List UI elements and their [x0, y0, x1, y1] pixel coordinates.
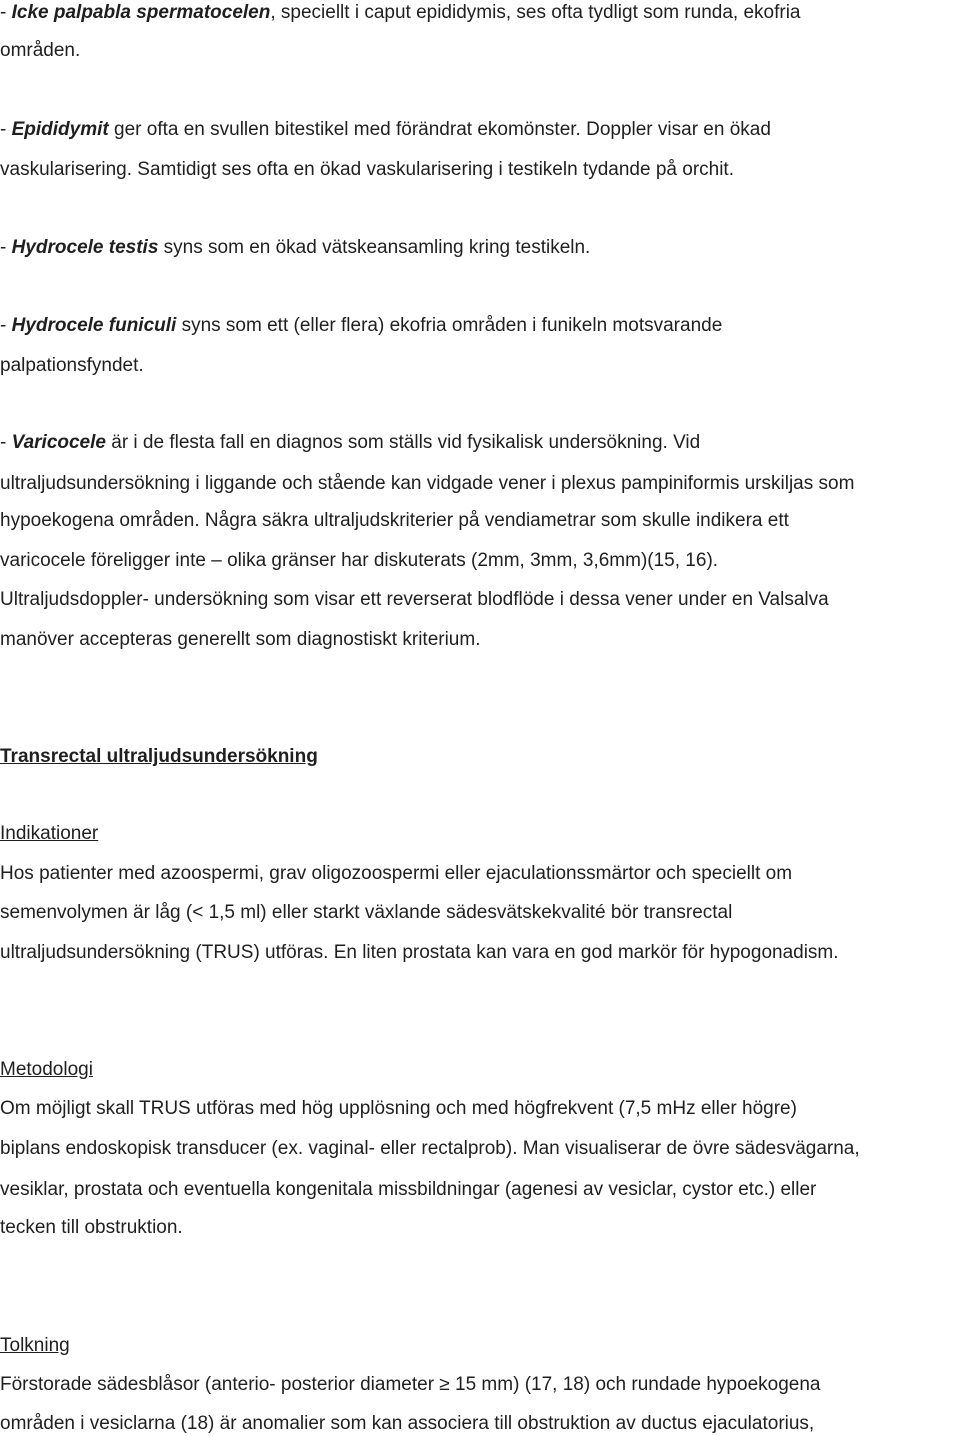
- text-line: [0, 509, 789, 533]
- text-segment: -: [0, 237, 12, 258]
- text-segment: tecken till obstruktion.: [0, 1217, 183, 1238]
- text-line: [0, 1412, 814, 1436]
- text-segment: semenvolymen är låg (< 1,5 ml) eller starkt växlande sädesvätskekvalité bör transrectal: [0, 902, 733, 923]
- text-line: [0, 1, 800, 25]
- text-line: [0, 118, 771, 142]
- text-line: [0, 1058, 93, 1082]
- text-segment: vaskularisering. Samtidigt ses ofta en ökad vaskularisering i testikeln tydande på orchit.: [0, 159, 734, 180]
- text-line: [0, 39, 80, 63]
- text-segment: vesiklar, prostata och eventuella kongenitala missbildningar (agenesi av vesiclar, cystor etc.) eller: [0, 1179, 817, 1200]
- text-segment: -: [0, 315, 12, 336]
- text-segment: syns som en ökad vätskeansamling kring testikeln.: [158, 237, 591, 258]
- text-line: [0, 1334, 70, 1358]
- text-line: [0, 745, 318, 769]
- text-line: [0, 431, 700, 455]
- emphasized-text: Transrectal ultraljudsundersökning: [0, 746, 318, 767]
- text-segment: hypoekogena områden. Några säkra ultraljudskriterier på vendiametrar som skulle indikera ett: [0, 510, 789, 531]
- text-segment: -: [0, 2, 12, 23]
- text-line: [0, 628, 480, 652]
- emphasized-text: Metodologi: [0, 1059, 93, 1080]
- text-segment: ger ofta en svullen bitestikel med förändrat ekomönster. Doppler visar en ökad: [108, 119, 771, 140]
- text-line: [0, 354, 144, 378]
- text-line: [0, 1097, 797, 1121]
- text-segment: Förstorade sädesblåsor (anterio- posterior diameter ≥ 15 mm) (17, 18) och rundade hypoekogena: [0, 1374, 821, 1395]
- emphasized-text: Varicocele: [11, 432, 106, 453]
- text-segment: , speciellt i caput epididymis, ses ofta tydligt som runda, ekofria: [270, 2, 801, 23]
- text-segment: biplans endoskopisk transducer (ex. vaginal- eller rectalprob). Man visualiserar de övre sädesvägarna,: [0, 1138, 860, 1159]
- text-line: [0, 1373, 820, 1397]
- text-line: [0, 1178, 816, 1202]
- text-segment: ultraljudsundersökning (TRUS) utföras. En liten prostata kan vara en god markör för hypogonadism.: [0, 942, 839, 963]
- text-segment: Hos patienter med azoospermi, grav oligozoospermi eller ejaculationssmärtor och speciellt om: [0, 863, 793, 884]
- text-line: [0, 901, 732, 925]
- text-segment: palpationsfyndet.: [0, 355, 144, 376]
- text-segment: manöver accepteras generellt som diagnostiskt kriterium.: [0, 629, 481, 650]
- text-line: [0, 862, 792, 886]
- text-segment: varicocele föreligger inte – olika gränser har diskuterats (2mm, 3mm, 3,6mm)(15, 16).: [0, 550, 719, 571]
- text-line: [0, 941, 839, 965]
- text-segment: -: [0, 432, 12, 453]
- text-segment: Ultraljudsdoppler- undersökning som visar ett reverserat blodflöde i dessa vener under en Valsalva: [0, 589, 829, 610]
- text-segment: områden i vesiclarna (18) är anomalier som kan associera till obstruktion av ductus ejaculatorius,: [0, 1413, 815, 1434]
- text-segment: Om möjligt skall TRUS utföras med hög upplösning och med högfrekvent (7,5 mHz eller högre): [0, 1098, 797, 1119]
- emphasized-text: Hydrocele funiculi: [11, 315, 177, 336]
- emphasized-text: Tolkning: [0, 1335, 70, 1356]
- text-line: [0, 472, 854, 496]
- emphasized-text: Epididymit: [11, 119, 109, 140]
- text-line: [0, 1216, 183, 1240]
- text-line: [0, 588, 829, 612]
- text-line: [0, 822, 98, 846]
- emphasized-text: Icke palpabla spermatocelen: [11, 2, 271, 23]
- text-line: [0, 158, 734, 182]
- emphasized-text: Hydrocele testis: [11, 237, 159, 258]
- emphasized-text: Indikationer: [0, 823, 99, 844]
- text-segment: områden.: [0, 40, 81, 61]
- text-segment: ultraljudsundersökning i liggande och stående kan vidgade vener i plexus pampiniformis urskiljas som: [0, 473, 855, 494]
- text-segment: syns som ett (eller flera) ekofria områden i funikeln motsvarande: [176, 315, 723, 336]
- text-line: [0, 1137, 860, 1161]
- text-line: [0, 549, 718, 573]
- text-segment: -: [0, 119, 12, 140]
- text-line: [0, 314, 722, 338]
- text-segment: är i de flesta fall en diagnos som ställs vid fysikalisk undersökning. Vid: [105, 432, 701, 453]
- text-line: [0, 236, 590, 260]
